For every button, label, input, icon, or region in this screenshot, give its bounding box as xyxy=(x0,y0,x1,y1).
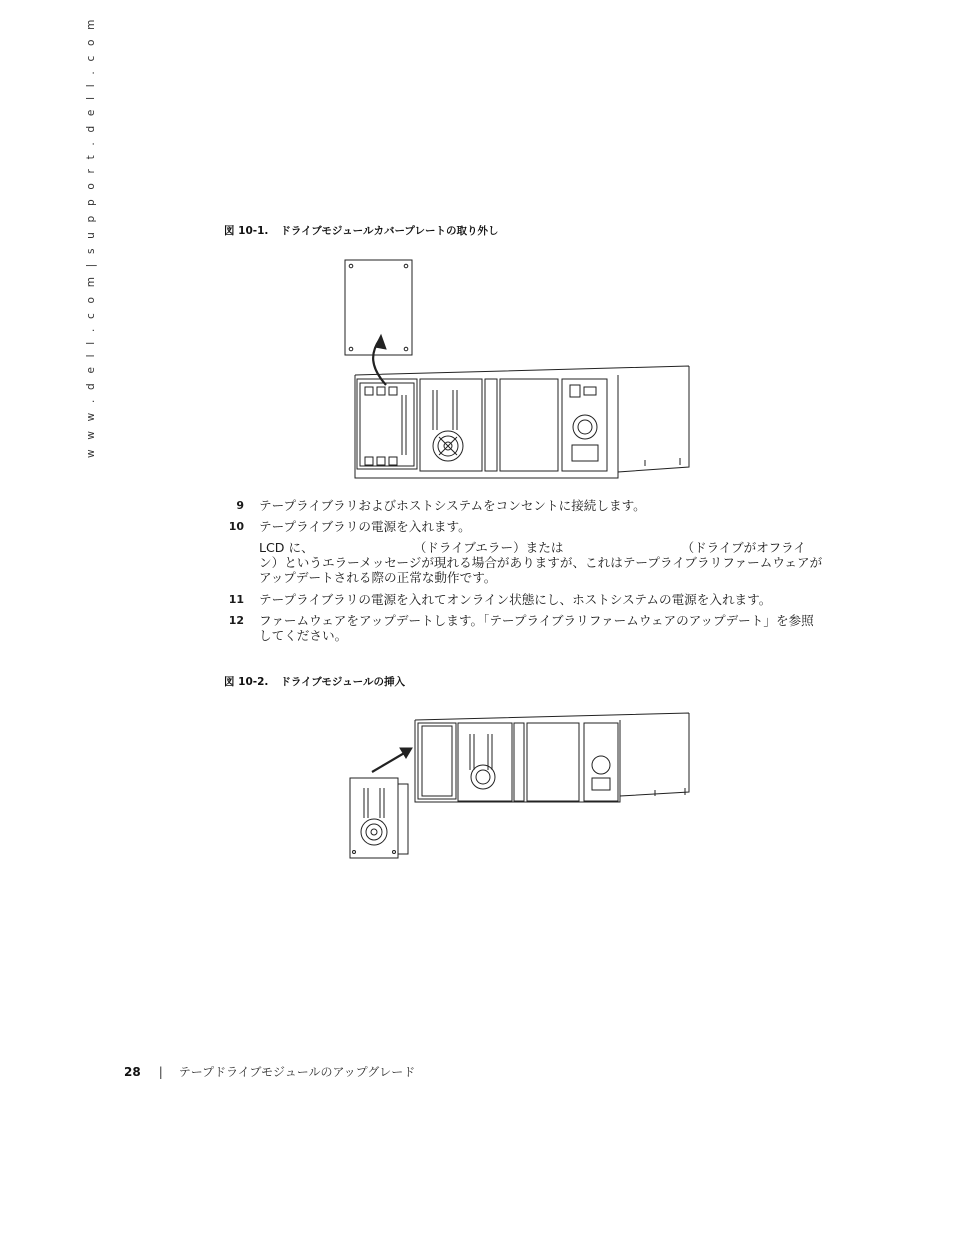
step-text: テープライブラリの電源を入れてオンライン状態にし、ホストシステムの電源を入れます。 xyxy=(259,592,772,607)
step-9 xyxy=(224,498,824,513)
step-text: ファームウェアをアップデートします。「テープライブラリファームウェアのアップデート」を参照してください。 xyxy=(259,613,814,643)
step-10-note xyxy=(224,540,824,585)
note-lead: LCD に、 xyxy=(259,540,314,555)
chapter-title: テープドライブモジュールのアップグレード xyxy=(178,1065,416,1079)
website-url: w w w . d e l l . c o m | s u p p o r t . d e l l . c o m xyxy=(85,16,97,458)
step-12 xyxy=(224,613,824,643)
figure-caption-1 xyxy=(224,223,499,238)
step-text: テープライブラリおよびホストシステムをコンセントに接続します。 xyxy=(259,498,646,513)
step-number: 12 xyxy=(228,614,244,627)
psu-fan xyxy=(573,415,597,439)
figure-title: ドライブモジュールカバープレートの取り外し xyxy=(280,225,499,237)
instruction-steps xyxy=(224,498,824,649)
step-11 xyxy=(224,592,824,607)
note-mid: （ドライブエラー）または xyxy=(413,540,564,555)
power-supply xyxy=(584,723,618,801)
figure-number: 図 10-1. xyxy=(224,225,269,237)
footer-separator: | xyxy=(158,1065,163,1079)
drive-module xyxy=(420,379,482,471)
figure-caption-2 xyxy=(224,674,405,689)
note-tail: （ドライブがオフライン）というエラーメッセージが現れる場合がありますが、これはテープライブラリファームウェアがアップデートされる際の正常な動作です。 xyxy=(259,540,823,585)
figure-drive-module-insertion xyxy=(342,710,692,862)
figure-title: ドライブモジュールの挿入 xyxy=(280,676,405,688)
page-footer xyxy=(124,1063,415,1080)
step-number: 10 xyxy=(228,520,244,533)
step-number: 9 xyxy=(236,499,244,512)
figure-cover-plate-removal xyxy=(340,255,692,483)
insertion-arrow xyxy=(372,752,406,772)
page-number: 28 xyxy=(124,1065,141,1079)
step-text: テープライブラリの電源を入れます。 xyxy=(259,519,471,534)
figure-number: 図 10-2. xyxy=(224,676,269,688)
drive-module xyxy=(350,778,398,858)
step-number: 11 xyxy=(228,593,244,606)
step-10 xyxy=(224,519,824,534)
drive-fan xyxy=(361,819,387,845)
